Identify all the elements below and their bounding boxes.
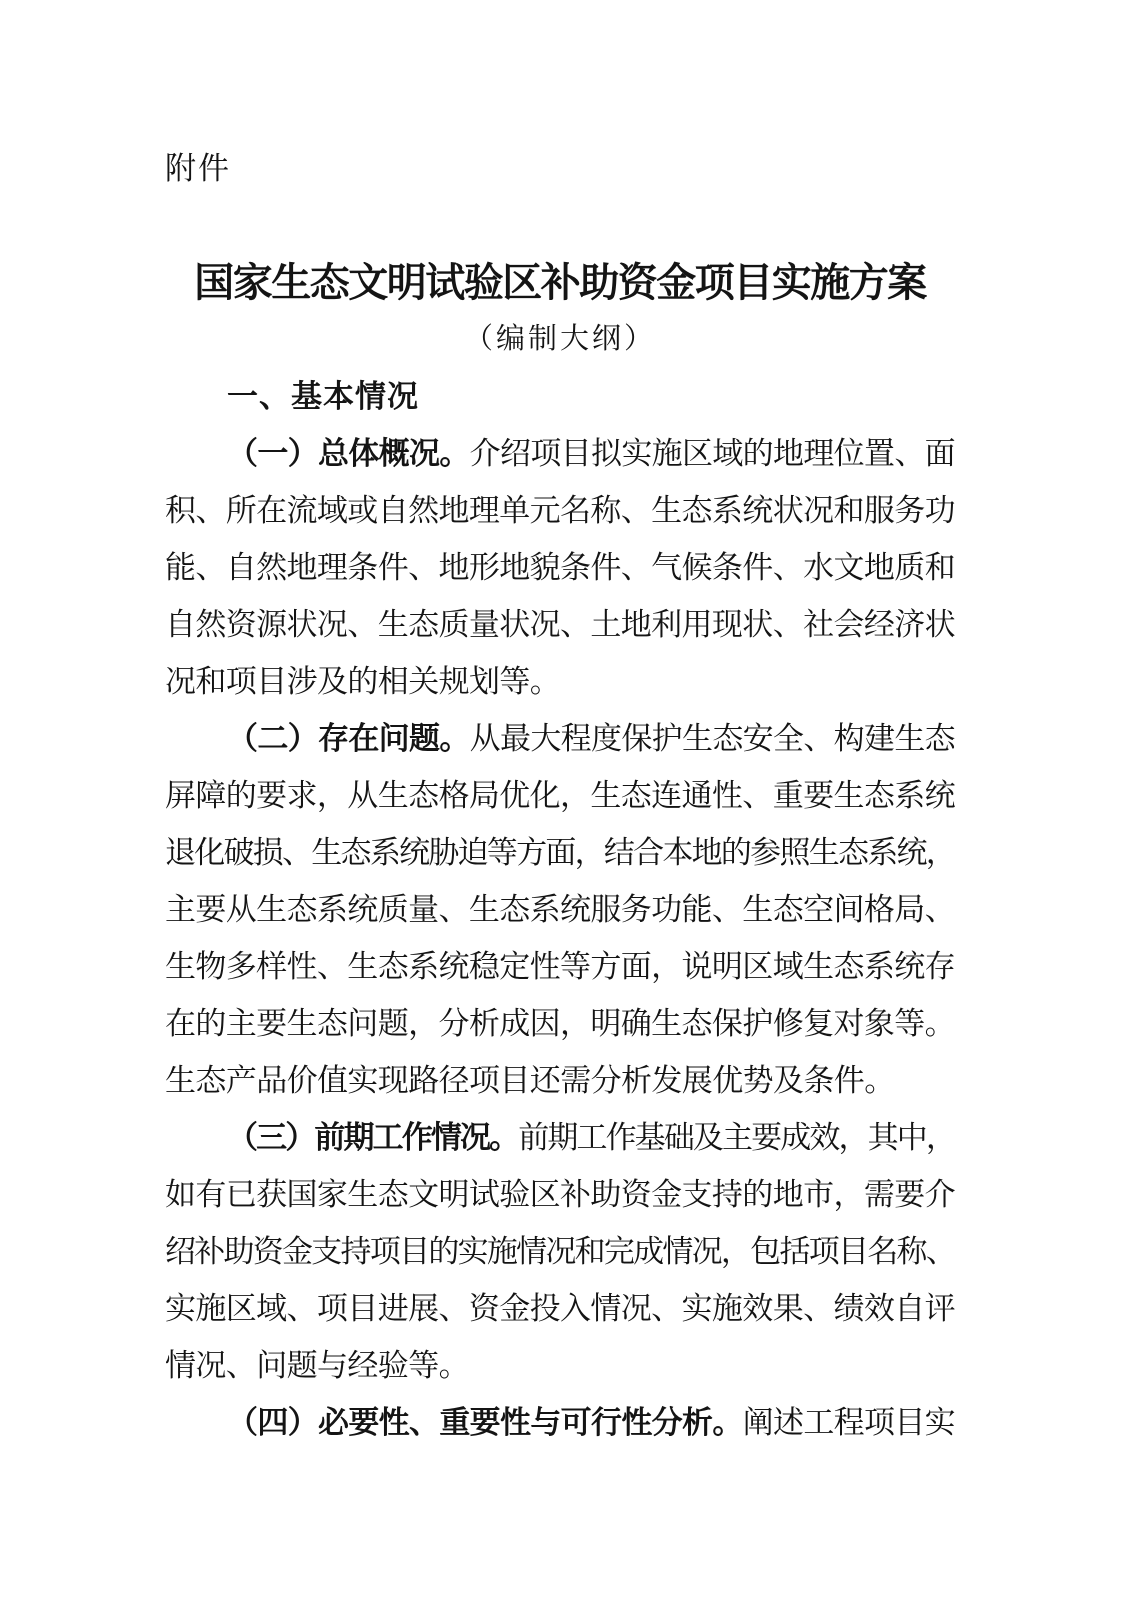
paragraph-lead: （四）必要性、重要性与可行性分析。 [227,1405,743,1440]
paragraph-first-line [165,1394,955,1451]
paragraph-text: 退化破损、生态系统胁迫等方面，结合本地的参照生态系统， [165,835,955,870]
paragraph-lead: （二）存在问题。 [227,721,470,756]
body-line [165,995,955,1052]
paragraph-text: 情况、问题与经验等。 [165,1348,469,1383]
body-line [165,596,955,653]
paragraph-text: 自然资源状况、生态质量状况、土地利用现状、社会经济状 [165,607,955,642]
section-heading: 一、基本情况 [227,379,419,414]
document-body [165,425,955,1451]
paragraph [165,425,955,710]
paragraph [165,1109,955,1394]
paragraph-text: 积、所在流域或自然地理单元名称、生态系统状况和服务功 [165,493,955,528]
paragraph-text: 实施区域、项目进展、资金投入情况、实施效果、绩效自评 [165,1291,955,1326]
body-line [165,1223,955,1280]
spacer [165,197,955,254]
paragraph [165,1394,955,1451]
paragraph-text: 介绍项目拟实施区域的地理位置、面 [469,436,956,471]
body-line [165,824,955,881]
paragraph-lead: （一）总体概况。 [227,436,470,471]
paragraph-text: 屏障的要求，从生态格局优化，生态连通性、重要生态系统 [165,778,955,813]
paragraph-text: 阐述工程项目实 [742,1405,956,1440]
paragraph-text: 况和项目涉及的相关规划等。 [165,664,561,699]
body-line [165,1166,955,1223]
paragraph-text: 前期工作基础及主要成效，其中， [518,1120,956,1155]
paragraph-first-line [165,710,955,767]
paragraph-text: 从最大程度保护生态安全、构建生态 [469,721,956,756]
body-line [165,938,955,995]
body-line [165,881,955,938]
paragraph [165,710,955,1109]
paragraph-text: 如有已获国家生态文明试验区补助资金支持的地市，需要介 [165,1177,955,1212]
paragraph-lead: （三）前期工作情况。 [227,1120,519,1155]
attachment-label: 附件 [165,151,231,186]
paragraph-text: 能、自然地理条件、地形地貌条件、气候条件、水文地质和 [165,550,955,585]
document-content [165,140,955,1451]
body-line [165,767,955,824]
document-title: 国家生态文明试验区补助资金项目实施方案 [194,260,926,305]
paragraph-text: 生物多样性、生态系统稳定性等方面，说明区域生态系统存 [165,949,955,984]
body-line [165,653,955,710]
paragraph-text: 在的主要生态问题，分析成因，明确生态保护修复对象等。 [165,1006,955,1041]
paragraph-first-line [165,1109,955,1166]
body-line [165,1280,955,1337]
paragraph-text: 主要从生态系统质量、生态系统服务功能、生态空间格局、 [165,892,955,927]
paragraph-text: 生态产品价值实现路径项目还需分析发展优势及条件。 [165,1063,895,1098]
paragraph-text: 绍补助资金支持项目的实施情况和完成情况，包括项目名称、 [165,1234,955,1269]
body-line [165,482,955,539]
body-line [165,1052,955,1109]
body-line [165,539,955,596]
paragraph-first-line [165,425,955,482]
body-line [165,1337,955,1394]
document-subtitle: （编制大纲） [463,323,656,355]
